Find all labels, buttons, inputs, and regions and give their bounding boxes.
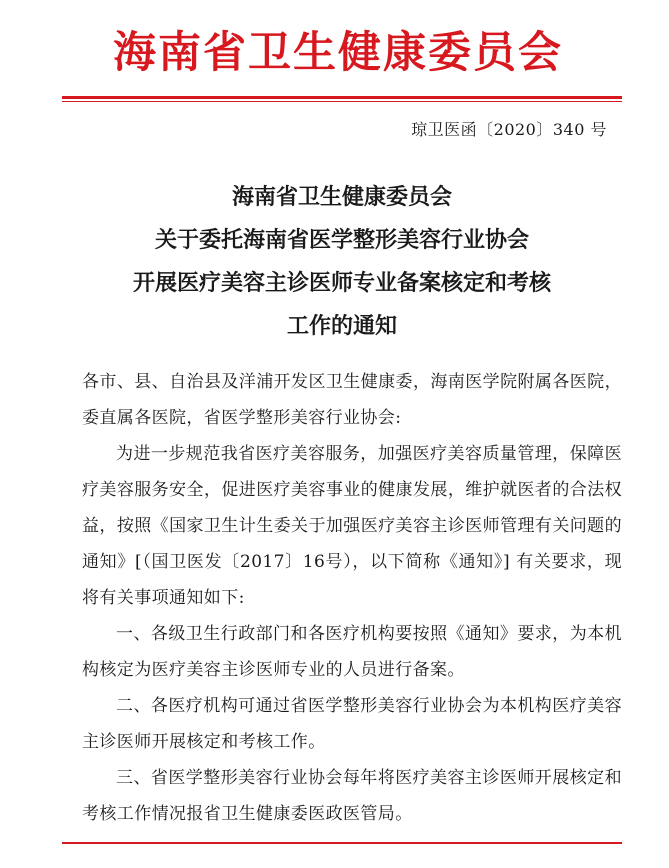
letterhead-org-name: 海南省卫生健康委员会 xyxy=(113,28,563,78)
addressee-paragraph: 各市、县、自治县及洋浦开发区卫生健康委，海南医学院附属各医院，委直属各医院，省医学整形美容行业协会: xyxy=(82,372,622,428)
title-line: 开展医疗美容主诊医师专业备案核定和考核 xyxy=(132,270,551,296)
footer-red-rule xyxy=(62,842,622,844)
letterhead-red-rule-thin xyxy=(62,101,622,102)
title-line: 关于委托海南省医学整形美容行业协会 xyxy=(154,227,529,253)
document-body xyxy=(82,364,622,832)
item-paragraph: 二、各医疗机构可通过省医学整形美容行业协会为本机构医疗美容主诊医师开展核定和考核工作。 xyxy=(82,696,622,752)
item-paragraph: 一、各级卫生行政部门和各医疗机构要按照《通知》要求，为本机构核定为医疗美容主诊医师专业的人员进行备案。 xyxy=(82,624,622,680)
intro-paragraph: 为进一步规范我省医疗美容服务，加强医疗美容质量管理，保障医疗美容服务安全，促进医疗美容事业的健康发展，维护就医者的合法权益，按照《国家卫生计生委关于加强医疗美容主诊医师管理有关问题的通知》[（国卫医发〔2017〕16号），以下简称《通知》] 有关要求，现将有关事项通知如下: xyxy=(82,444,622,608)
letterhead-red-rule xyxy=(62,96,622,99)
item-paragraph: 三、省医学整形美容行业协会每年将医疗美容主诊医师开展核定和考核工作情况报省卫生健康委医政医管局。 xyxy=(82,768,622,824)
title-line: 工作的通知 xyxy=(286,313,397,339)
document-number: 琼卫医函〔2020〕340 号 xyxy=(411,120,607,139)
title-line: 海南省卫生健康委员会 xyxy=(231,184,452,210)
document-title xyxy=(62,176,622,348)
